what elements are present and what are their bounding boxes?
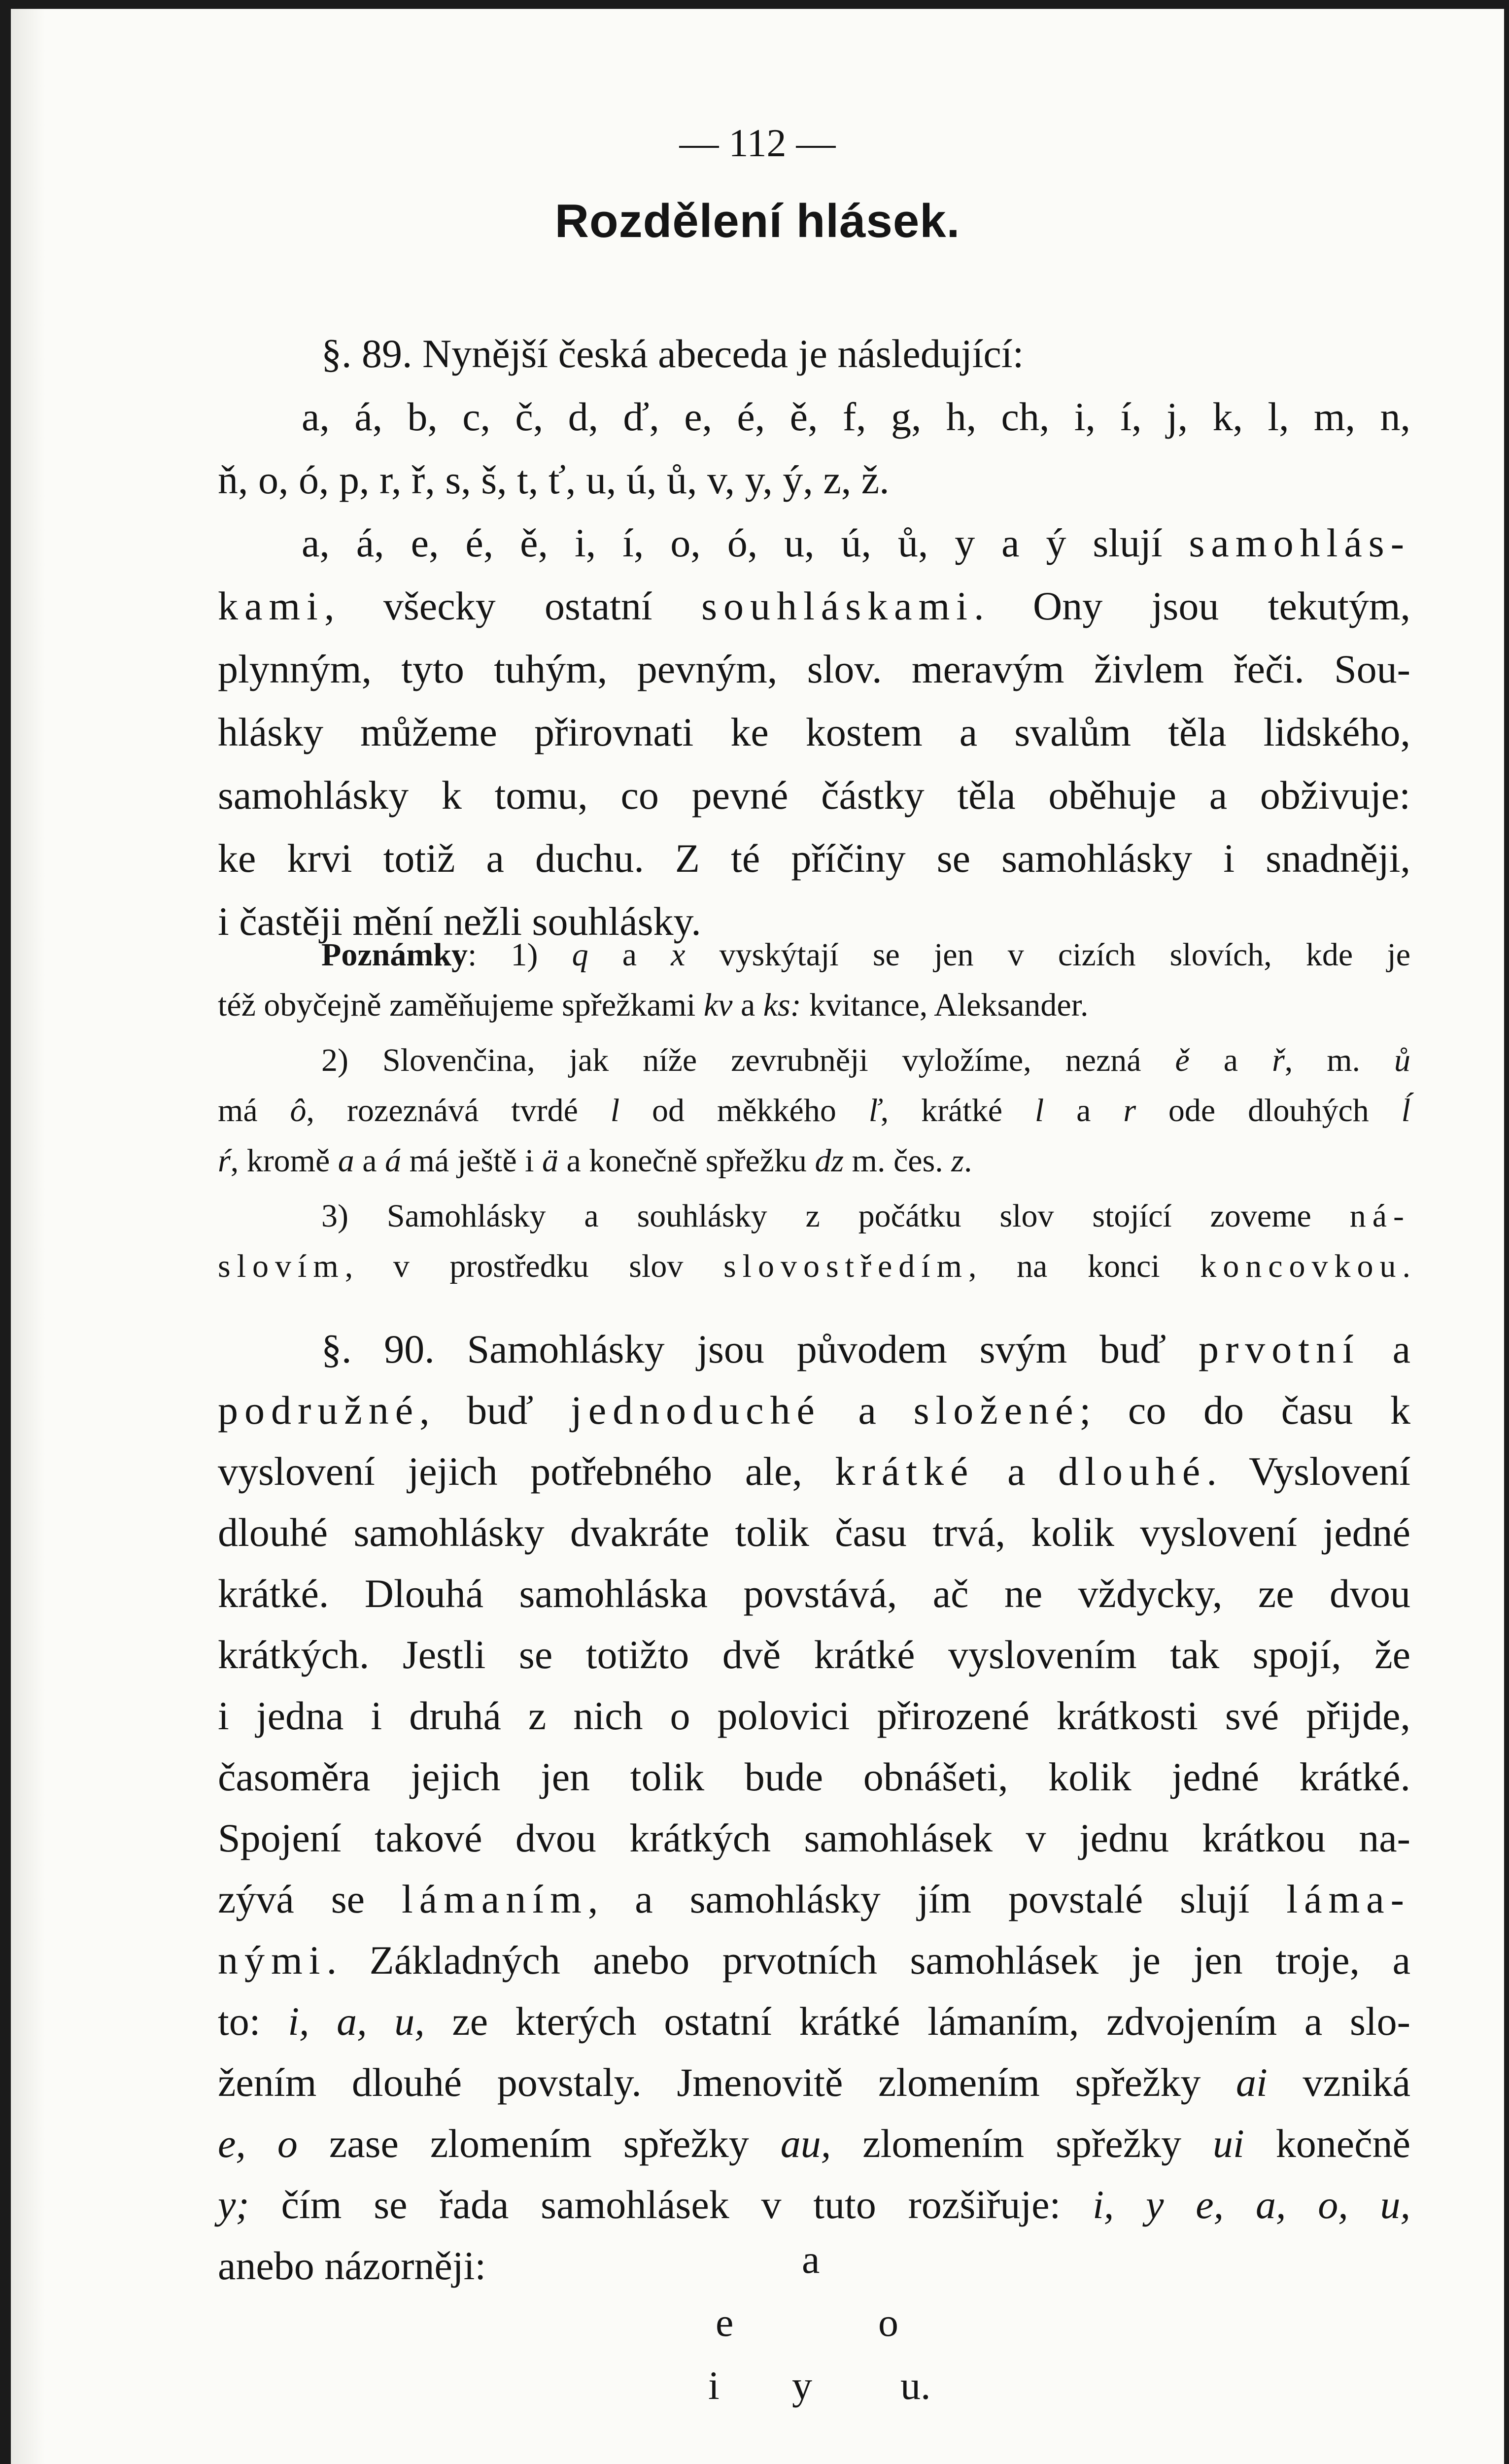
note-text: , na konci bbox=[968, 1248, 1200, 1284]
term-kratke: krátké bbox=[835, 1449, 975, 1494]
page-title: Rozdělení hlásek. bbox=[554, 195, 960, 247]
note-text: , v prostředku slov bbox=[344, 1248, 723, 1284]
note-text: a bbox=[1189, 1042, 1272, 1078]
term-podruzne: podružné bbox=[218, 1388, 420, 1433]
vowel-o: o bbox=[878, 2300, 898, 2345]
s89-line-5-text-end: . Ony jsou tekutým, bbox=[974, 583, 1411, 628]
term-souhlasky: souhláskami bbox=[701, 583, 974, 628]
s90-text: zase zlomením spřežky bbox=[297, 2121, 781, 2166]
note-text: ode dlouhých bbox=[1136, 1093, 1402, 1129]
note-text: též obyčejně zaměňujeme spřežkami bbox=[218, 987, 704, 1023]
s90-line-3 bbox=[218, 1442, 1410, 1501]
note-text: : 1) bbox=[468, 937, 572, 973]
note-text: má bbox=[218, 1093, 290, 1129]
s90-line-15 bbox=[218, 2175, 1410, 2234]
note-label: Poznámky bbox=[321, 937, 468, 973]
term-koncovkou: koncovkou bbox=[1200, 1248, 1403, 1284]
note-line-2 bbox=[218, 981, 1089, 1030]
s90-line-9: Spojení takové dvou krátkých samohlásek v jednu krátkou na- bbox=[218, 1815, 1410, 1860]
note-letter: a bbox=[338, 1143, 354, 1179]
book-page bbox=[11, 9, 1504, 2464]
s90-line-6: krátkých. Jestli se totižto dvě krátké vyslovením tak spojí, že bbox=[218, 1632, 1410, 1677]
note-text: a bbox=[354, 1143, 385, 1179]
s90-letters: au, bbox=[780, 2121, 831, 2166]
s89-line-5-text: , všecky ostatní bbox=[324, 583, 702, 628]
note-line-4 bbox=[218, 1086, 1410, 1135]
vowel-e: e bbox=[716, 2300, 734, 2345]
term-slozene: složené bbox=[913, 1388, 1080, 1433]
s90-letters: y; bbox=[218, 2182, 249, 2227]
s89-line-1: §. 89. Nynější česká abeceda je následující: bbox=[321, 331, 1024, 376]
note-text: vyskýtají se jen v cizích slovích, kde je bbox=[685, 937, 1410, 973]
s90-text: čím se řada samohlásek v tuto rozšiřuje: bbox=[249, 2182, 1093, 2227]
vowel-u: u. bbox=[900, 2363, 931, 2408]
note-line-3 bbox=[321, 1036, 1410, 1085]
vowel-y: y bbox=[792, 2363, 812, 2408]
s89-line-4-text: a, á, e, é, ě, i, í, o, ó, u, ú, ů, y a ý slují bbox=[302, 520, 1189, 565]
s90-line-4: dlouhé samohlásky dvakráte tolik času trvá, kolik vyslovení jedné bbox=[218, 1510, 1410, 1555]
vowel-a: a bbox=[802, 2237, 820, 2282]
s90-text: ; co do času k bbox=[1079, 1388, 1410, 1433]
s90-text: a bbox=[821, 1388, 914, 1433]
note-text: a bbox=[588, 937, 671, 973]
s90-text: . Vyslovení bbox=[1206, 1449, 1410, 1494]
note-letter: ě bbox=[1175, 1042, 1190, 1078]
note-letter: ŕ bbox=[218, 1143, 231, 1179]
s90-text: zlomením spřežky bbox=[831, 2121, 1213, 2166]
term-slovostredim: slovostředím bbox=[723, 1248, 968, 1284]
s90-line-13 bbox=[218, 2053, 1410, 2112]
term-naslovi: ná- bbox=[1349, 1198, 1410, 1234]
note-letter: ĺ bbox=[1401, 1093, 1410, 1129]
term-prvotni: prvotní bbox=[1198, 1327, 1360, 1371]
note-line-1 bbox=[321, 930, 1410, 980]
note-letter: kv bbox=[703, 987, 733, 1023]
note-letter: z bbox=[951, 1143, 964, 1179]
s90-text: §. 90. Samohlásky jsou původem svým buď bbox=[321, 1327, 1199, 1371]
s89-line-7: hlásky můžeme přirovnati ke kostem a svalům těla lidského, bbox=[218, 710, 1410, 754]
s90-text: , buď bbox=[419, 1388, 571, 1433]
note-letter: ř bbox=[1272, 1042, 1285, 1078]
s90-text: a bbox=[1360, 1327, 1410, 1371]
term-naslovim: slovím bbox=[218, 1248, 345, 1284]
s89-line-10: i častěji mění nežli souhlásky. bbox=[218, 899, 701, 944]
s90-line-14 bbox=[218, 2114, 1410, 2173]
s90-line-5: krátké. Dlouhá samohláska povstává, ač ne vždycky, ze dvou bbox=[218, 1571, 1410, 1616]
note-text: od měkkého bbox=[619, 1093, 869, 1129]
s90-text: žením dlouhé povstaly. Jmenovitě zlomením spřežky bbox=[218, 2060, 1236, 2105]
s90-line-11 bbox=[218, 1931, 1410, 1990]
note-text: , rozeznává tvrdé bbox=[306, 1093, 611, 1129]
s90-text: . Základných anebo prvotních samohlásek je jen troje, a bbox=[326, 1938, 1410, 1983]
s90-line-1 bbox=[321, 1320, 1410, 1379]
s89-line-6: plynným, tyto tuhým, pevným, slov. meravým živlem řeči. Sou- bbox=[218, 647, 1410, 691]
note-line-7 bbox=[218, 1242, 1410, 1291]
s90-letters: i, y e, a, o, u, bbox=[1093, 2182, 1410, 2227]
s90-letters: e, o bbox=[218, 2121, 298, 2166]
s89-line-5 bbox=[218, 577, 1410, 636]
term-samohlasky: samohlás- bbox=[1189, 520, 1410, 565]
note-letter: l bbox=[610, 1093, 620, 1129]
note-text: a bbox=[732, 987, 763, 1023]
note-text: 3) Samohlásky a souhlásky z počátku slov stojící zoveme bbox=[321, 1198, 1350, 1234]
term-kami: kami bbox=[218, 583, 324, 628]
s90-text: , a samohlásky jím povstalé slují bbox=[587, 1877, 1287, 1921]
term-dlouhe: dlouhé bbox=[1058, 1449, 1207, 1494]
s90-line-10 bbox=[218, 1870, 1410, 1929]
s90-letters: i, a, u, bbox=[288, 1999, 425, 2044]
term-lama: láma- bbox=[1286, 1877, 1410, 1921]
s90-line-12 bbox=[218, 1992, 1410, 2051]
s90-line-8: časoměra jejich jen tolik bude obnášeti, kolik jedné krátké. bbox=[218, 1754, 1410, 1799]
vowel-i: i bbox=[708, 2363, 720, 2408]
s90-text: vzniká bbox=[1267, 2060, 1410, 2105]
note-letter: ä bbox=[542, 1143, 559, 1179]
page-number: — 112 — bbox=[679, 122, 836, 165]
note-text: . bbox=[1402, 1248, 1410, 1284]
s90-letters: ai bbox=[1236, 2060, 1268, 2105]
note-letter: x bbox=[671, 937, 686, 973]
note-line-6 bbox=[321, 1192, 1410, 1241]
note-letter: ô bbox=[290, 1093, 307, 1129]
s90-text: ze kterých ostatní krátké lámaním, zdvojením a slo- bbox=[424, 1999, 1410, 2044]
term-nymi: nými bbox=[218, 1938, 327, 1983]
note-letter: l bbox=[1034, 1093, 1044, 1129]
s89-line-9: ke krvi totiž a duchu. Z té příčiny se samohlásky i snadněji, bbox=[218, 836, 1410, 881]
s90-text: zývá se bbox=[218, 1877, 402, 1921]
s89-line-2: a, á, b, c, č, d, ď, e, é, ě, f, g, h, ch, i, í, j, k, l, m, n, bbox=[302, 394, 1410, 439]
note-text: . bbox=[963, 1143, 972, 1179]
s90-text: a bbox=[974, 1449, 1059, 1494]
note-text: , m. bbox=[1284, 1042, 1395, 1078]
term-jednoduche: jednoduché bbox=[570, 1388, 821, 1433]
note-text: , krátké bbox=[880, 1093, 1035, 1129]
note-letter: r bbox=[1123, 1093, 1136, 1129]
s90-line-7: i jedna i druhá z nich o polovici přirozené krátkosti své přijde, bbox=[218, 1693, 1410, 1738]
note-letter: ľ bbox=[868, 1093, 881, 1129]
note-letter: q bbox=[572, 937, 588, 973]
note-text: a bbox=[1044, 1093, 1124, 1129]
page-edge-shadow bbox=[11, 9, 45, 2464]
note-letter: ks: bbox=[763, 987, 801, 1023]
s90-text: vyslovení jejich potřebného ale, bbox=[218, 1449, 835, 1494]
s90-line-16: anebo názorněji: bbox=[218, 2243, 486, 2288]
s89-line-4 bbox=[302, 513, 1410, 573]
note-text: kvitance, Aleksander. bbox=[801, 987, 1089, 1023]
note-text: a konečně spřežku bbox=[558, 1143, 815, 1179]
note-text: má ještě i bbox=[401, 1143, 543, 1179]
s89-line-3: ň, o, ó, p, r, ř, s, š, t, ť, u, ú, ů, v, y, ý, z, ž. bbox=[218, 457, 890, 502]
s90-text: to: bbox=[218, 1999, 288, 2044]
note-text: m. čes. bbox=[844, 1143, 952, 1179]
note-letter: á bbox=[385, 1143, 402, 1179]
note-letter: dz bbox=[815, 1143, 844, 1179]
s89-line-8: samohlásky k tomu, co pevné částky těla oběhuje a obživuje: bbox=[218, 773, 1410, 818]
term-lamanim: lámaním bbox=[401, 1877, 588, 1921]
s90-line-2 bbox=[218, 1381, 1410, 1440]
s90-text: konečně bbox=[1244, 2121, 1410, 2166]
s90-letters: ui bbox=[1213, 2121, 1244, 2166]
note-text: , kromě bbox=[230, 1143, 338, 1179]
note-text: 2) Slovenčina, jak níže zevrubněji vyložíme, nezná bbox=[321, 1042, 1175, 1078]
note-letter: ů bbox=[1394, 1042, 1411, 1078]
note-line-5 bbox=[218, 1136, 972, 1186]
